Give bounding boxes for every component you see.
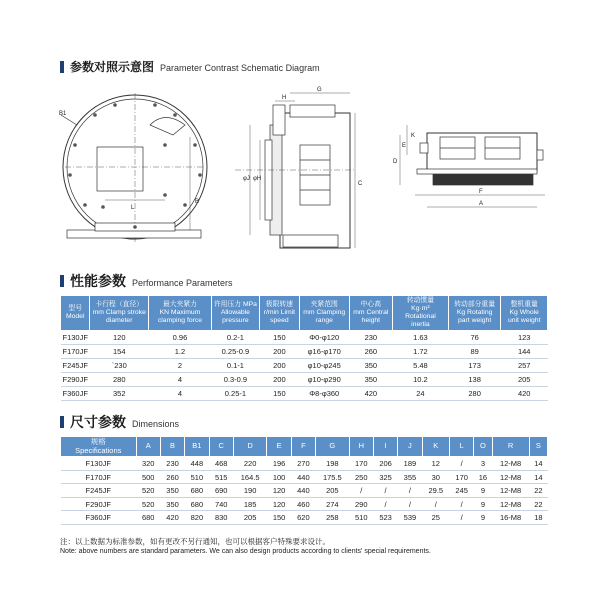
section-title-dimensions <box>60 412 179 432</box>
value-cell: 120 <box>90 331 149 345</box>
value-cell: 22 <box>529 497 547 511</box>
header-pressure: 许用压力 MPa Allowable pressure <box>211 296 259 331</box>
value-cell: / <box>450 497 474 511</box>
value-cell: 190 <box>233 484 267 498</box>
value-cell: `230 <box>90 359 149 373</box>
section-title-en: Performance Parameters <box>132 278 233 288</box>
section-title-diagram <box>60 58 320 75</box>
value-cell: 205 <box>233 511 267 525</box>
value-cell: 2 <box>149 359 212 373</box>
value-cell: 12-M8 <box>492 470 529 484</box>
value-cell: 24 <box>393 387 449 401</box>
value-cell: 350 <box>160 484 184 498</box>
value-cell: 3 <box>474 457 492 471</box>
label-g: G <box>317 87 322 93</box>
value-cell: 185 <box>233 497 267 511</box>
value-cell: 250 <box>349 470 373 484</box>
value-cell: 620 <box>291 511 315 525</box>
value-cell: 355 <box>398 470 422 484</box>
value-cell: 170 <box>450 470 474 484</box>
value-cell: φ10-φ245 <box>299 359 349 373</box>
value-cell: 420 <box>349 387 392 401</box>
value-cell: φ16-φ170 <box>299 345 349 359</box>
value-cell: 468 <box>209 457 233 471</box>
value-cell: 100 <box>267 470 291 484</box>
value-cell: 260 <box>349 345 392 359</box>
header-dim-c: C <box>209 437 233 457</box>
value-cell: 89 <box>448 345 501 359</box>
value-cell: 245 <box>450 484 474 498</box>
section-title-en: Dimensions <box>132 419 180 429</box>
header-dim-a: A <box>136 437 160 457</box>
value-cell: 29.5 <box>422 484 449 498</box>
value-cell: 9 <box>474 497 492 511</box>
dimensions-table <box>60 436 548 525</box>
value-cell: 352 <box>90 387 149 401</box>
table-row <box>61 497 548 511</box>
value-cell: Φ8-φ360 <box>299 387 349 401</box>
side-view <box>235 87 363 248</box>
header-dim-f: F <box>291 437 315 457</box>
value-cell: 154 <box>90 345 149 359</box>
value-cell: 16 <box>474 470 492 484</box>
table-row <box>61 470 548 484</box>
value-cell: / <box>373 497 397 511</box>
model-cell: F245JF <box>61 359 90 373</box>
note-cn: 注：以上数据为标准参数，如有更改不另行通知，也可以根据客户特殊要求设计。 <box>60 537 330 546</box>
value-cell: 123 <box>501 331 548 345</box>
value-cell: 76 <box>448 331 501 345</box>
value-cell: 120 <box>267 484 291 498</box>
value-cell: 9 <box>474 484 492 498</box>
value-cell: 170 <box>349 457 373 471</box>
value-cell: / <box>450 457 474 471</box>
value-cell: 220 <box>233 457 267 471</box>
value-cell: 206 <box>373 457 397 471</box>
section-title-en: Parameter Contrast Schematic Diagram <box>160 63 320 73</box>
value-cell: 257 <box>501 359 548 373</box>
header-dim-h: H <box>349 437 373 457</box>
label-k: K <box>411 133 416 139</box>
spec-cell: F245JF <box>61 484 137 498</box>
header-clamp-stroke: 卡行程（直径） mm Clamp stroke diameter <box>90 296 149 331</box>
value-cell: 500 <box>136 470 160 484</box>
value-cell: 138 <box>448 373 501 387</box>
value-cell: 205 <box>501 373 548 387</box>
table-header-row <box>61 437 548 457</box>
value-cell: 18 <box>529 511 547 525</box>
header-dim-r: R <box>492 437 529 457</box>
header-unit-weight: 整机重量 Kg Whole unit weight <box>501 296 548 331</box>
model-cell: F170JF <box>61 345 90 359</box>
label-l: L <box>131 205 135 211</box>
value-cell: 189 <box>398 457 422 471</box>
header-dim-k: K <box>422 437 449 457</box>
value-cell: 1.72 <box>393 345 449 359</box>
value-cell: 5.48 <box>393 359 449 373</box>
value-cell: 12 <box>422 457 449 471</box>
value-cell: / <box>450 511 474 525</box>
value-cell: 280 <box>448 387 501 401</box>
label-e: E <box>402 143 407 149</box>
label-phi-j: φJ <box>243 176 250 182</box>
header-dim-b1: B1 <box>185 437 209 457</box>
value-cell: 440 <box>291 470 315 484</box>
value-cell: 440 <box>291 484 315 498</box>
value-cell: 830 <box>209 511 233 525</box>
model-cell: F130JF <box>61 331 90 345</box>
header-dim-b: B <box>160 437 184 457</box>
header-dim-d: D <box>233 437 267 457</box>
value-cell: 144 <box>501 345 548 359</box>
value-cell: 270 <box>291 457 315 471</box>
value-cell: 175.5 <box>316 470 350 484</box>
value-cell: 205 <box>316 484 350 498</box>
header-dim-s: S <box>529 437 547 457</box>
value-cell: 820 <box>185 511 209 525</box>
value-cell: 274 <box>316 497 350 511</box>
value-cell: 164.5 <box>233 470 267 484</box>
value-cell: 0.25-0.9 <box>211 345 259 359</box>
value-cell: 260 <box>160 470 184 484</box>
value-cell: 680 <box>185 497 209 511</box>
value-cell: 0.3-0.9 <box>211 373 259 387</box>
value-cell: 12-M8 <box>492 484 529 498</box>
value-cell: 740 <box>209 497 233 511</box>
value-cell: 22 <box>529 484 547 498</box>
table-row <box>61 484 548 498</box>
section-bar <box>60 416 64 428</box>
table-row <box>61 345 548 359</box>
value-cell: 420 <box>501 387 548 401</box>
front-view <box>59 93 207 243</box>
table-row <box>61 511 548 525</box>
value-cell: 12-M8 <box>492 457 529 471</box>
performance-table <box>60 295 548 401</box>
value-cell: 150 <box>259 331 299 345</box>
spec-cell: F130JF <box>61 457 137 471</box>
value-cell: 1.2 <box>149 345 212 359</box>
value-cell: / <box>373 484 397 498</box>
spec-cell: F360JF <box>61 511 137 525</box>
header-inertia: 转动惯量 Kg·m² Rotational inertia <box>393 296 449 331</box>
value-cell: 14 <box>529 470 547 484</box>
value-cell: 539 <box>398 511 422 525</box>
performance-table-body <box>61 331 548 401</box>
value-cell: 150 <box>267 511 291 525</box>
top-view <box>393 125 545 207</box>
value-cell: 0.96 <box>149 331 212 345</box>
value-cell: 290 <box>349 497 373 511</box>
model-cell: F290JF <box>61 373 90 387</box>
header-specifications: 规格 Specifications <box>61 437 137 457</box>
header-dim-l: L <box>450 437 474 457</box>
value-cell: 173 <box>448 359 501 373</box>
value-cell: 680 <box>185 484 209 498</box>
value-cell: 680 <box>136 511 160 525</box>
header-dim-g: G <box>316 437 350 457</box>
section-title-performance <box>60 271 233 291</box>
value-cell: / <box>422 497 449 511</box>
value-cell: φ10-φ290 <box>299 373 349 387</box>
value-cell: 4 <box>149 373 212 387</box>
value-cell: 1.63 <box>393 331 449 345</box>
header-clamping-range: 夹紧范围 mm Clamping range <box>299 296 349 331</box>
value-cell: / <box>398 484 422 498</box>
value-cell: 0.2-1 <box>211 331 259 345</box>
value-cell: 258 <box>316 511 350 525</box>
value-cell: 510 <box>185 470 209 484</box>
table-row <box>61 387 548 401</box>
value-cell: 520 <box>136 484 160 498</box>
value-cell: 350 <box>349 359 392 373</box>
value-cell: 320 <box>136 457 160 471</box>
label-f: F <box>479 189 483 195</box>
value-cell: / <box>398 497 422 511</box>
value-cell: 196 <box>267 457 291 471</box>
label-phi-h: φH <box>253 176 262 182</box>
label-b: B <box>195 199 200 205</box>
table-row <box>61 457 548 471</box>
value-cell: 0.25-1 <box>211 387 259 401</box>
header-limit-speed: 极限转速 r/min Limit speed <box>259 296 299 331</box>
label-a: A <box>479 201 484 207</box>
value-cell: 200 <box>259 345 299 359</box>
value-cell: 16-M8 <box>492 511 529 525</box>
section-title-cn: 性能参数 <box>70 273 126 289</box>
value-cell: 448 <box>185 457 209 471</box>
value-cell: 0.1-1 <box>211 359 259 373</box>
section-bar <box>60 61 64 73</box>
header-dim-e: E <box>267 437 291 457</box>
spec-cell: F290JF <box>61 497 137 511</box>
value-cell: 150 <box>259 387 299 401</box>
value-cell: / <box>349 484 373 498</box>
spec-cell: F170JF <box>61 470 137 484</box>
header-model: 型号 Model <box>61 296 90 331</box>
label-c: C <box>358 181 363 187</box>
value-cell: 14 <box>529 457 547 471</box>
value-cell: 12-M8 <box>492 497 529 511</box>
model-cell: F360JF <box>61 387 90 401</box>
value-cell: 200 <box>259 359 299 373</box>
value-cell: Φ0-φ120 <box>299 331 349 345</box>
header-dim-j: J <box>398 437 422 457</box>
section-bar <box>60 275 64 287</box>
header-rotating-weight: 转动部分重量 Kg Rotating part weight <box>448 296 501 331</box>
label-d: D <box>393 159 398 165</box>
value-cell: 120 <box>267 497 291 511</box>
value-cell: 198 <box>316 457 350 471</box>
dimensions-table-body <box>61 457 548 525</box>
value-cell: 460 <box>291 497 315 511</box>
table-row <box>61 359 548 373</box>
note-en: Note: above numbers are standard parameters. We can also design products according to clients' special requirements. <box>60 548 431 555</box>
header-dim-o: O <box>474 437 492 457</box>
value-cell: 350 <box>160 497 184 511</box>
label-h: H <box>282 95 287 101</box>
value-cell: 230 <box>349 331 392 345</box>
value-cell: 515 <box>209 470 233 484</box>
value-cell: 520 <box>136 497 160 511</box>
value-cell: 9 <box>474 511 492 525</box>
value-cell: 350 <box>349 373 392 387</box>
value-cell: 4 <box>149 387 212 401</box>
schematic-diagram <box>55 85 565 260</box>
table-row <box>61 331 548 345</box>
label-b1: B1 <box>59 111 67 117</box>
value-cell: 510 <box>349 511 373 525</box>
value-cell: 200 <box>259 373 299 387</box>
section-title-cn: 参数对照示意图 <box>70 60 155 74</box>
header-max-force: 最大夹紧力 KN Maximum clamping force <box>149 296 212 331</box>
table-header-row <box>61 296 548 331</box>
value-cell: 420 <box>160 511 184 525</box>
value-cell: 523 <box>373 511 397 525</box>
section-title-cn: 尺寸参数 <box>70 414 126 430</box>
value-cell: 325 <box>373 470 397 484</box>
value-cell: 280 <box>90 373 149 387</box>
table-row <box>61 373 548 387</box>
value-cell: 230 <box>160 457 184 471</box>
header-central-height: 中心高 mm Central height <box>349 296 392 331</box>
header-dim-i: I <box>373 437 397 457</box>
value-cell: 690 <box>209 484 233 498</box>
value-cell: 10.2 <box>393 373 449 387</box>
value-cell: 25 <box>422 511 449 525</box>
value-cell: 30 <box>422 470 449 484</box>
